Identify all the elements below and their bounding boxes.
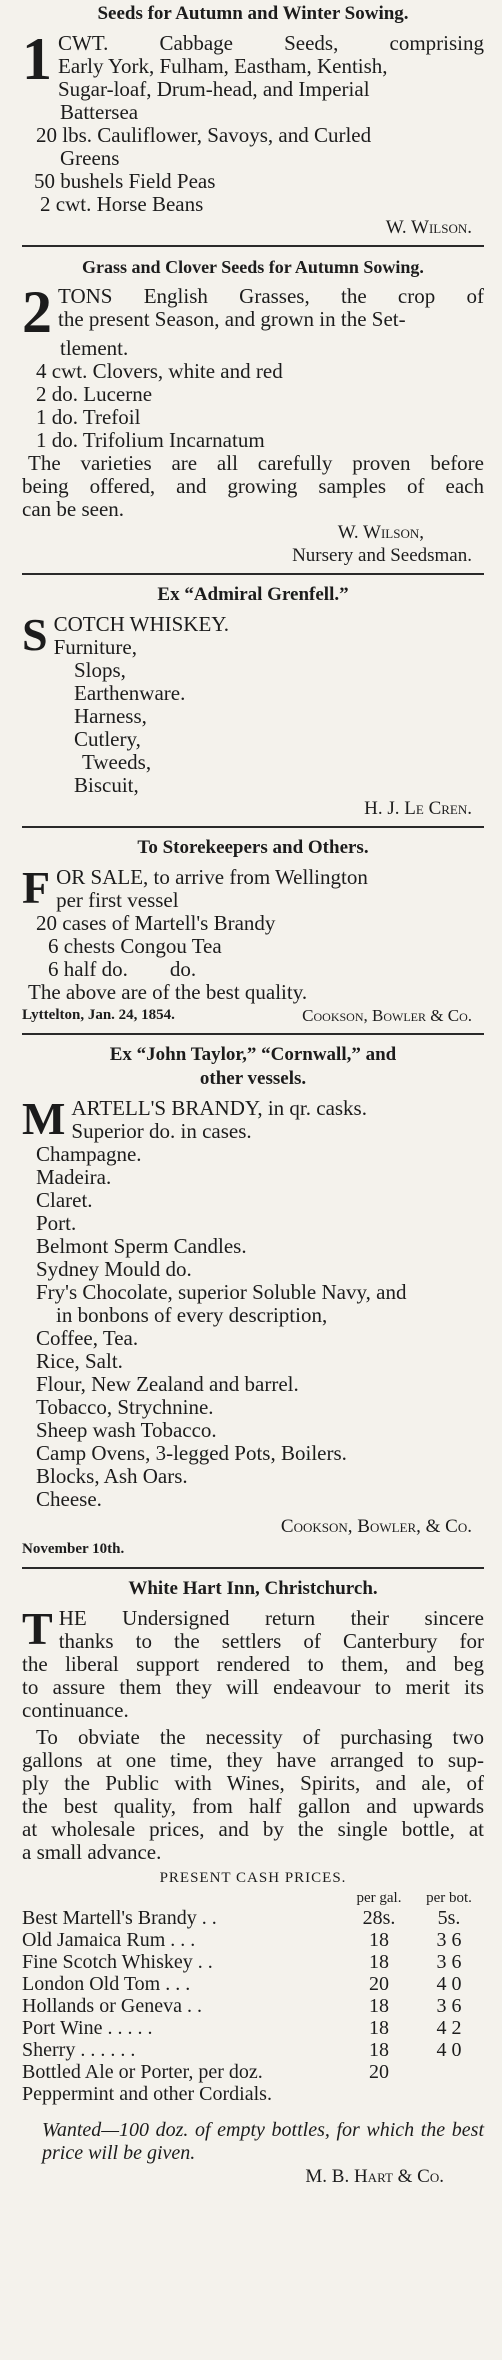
price-item: Hollands or Geneva . . [22, 1995, 202, 2017]
price-item: Old Jamaica Rum . . . [22, 1929, 196, 1951]
ad-line: Harness, [74, 704, 147, 728]
ad-line: Slops, [74, 658, 126, 682]
ad-line: Claret. [36, 1188, 93, 1212]
ad-line: Fry's Chocolate, superior Soluble Navy, and [36, 1280, 407, 1304]
ad-line: HE Undersigned return their sincere [58, 1606, 484, 1630]
price-per-gallon [344, 2083, 414, 2105]
ad-date: Lyttelton, Jan. 24, 1854. [22, 1007, 175, 1023]
price-per-bottle: 4 2 [436, 2017, 462, 2039]
ad-line: to assure them they will endeavour to merit its [22, 1675, 484, 1699]
ad-line: Belmont Sperm Candles. [36, 1234, 247, 1258]
ad-signature-title: Nursery and Seedsman. [292, 545, 472, 566]
price-row [22, 1973, 484, 1995]
ad-line: 2 do. Lucerne [36, 382, 153, 406]
price-per-gallon: 18 [369, 1929, 389, 1951]
ad-line: thanks to the settlers of Canterbury for [58, 1629, 484, 1653]
drop-cap: 2 [22, 279, 52, 345]
ad-line: 20 cases of Martell's Brandy [36, 911, 276, 935]
price-per-gallon: 20 [369, 1973, 389, 1995]
ad-line: COTCH WHISKEY. [53, 612, 229, 636]
price-row [22, 2039, 484, 2061]
drop-cap: 1 [22, 26, 52, 92]
column-per-bottle: per bot. [426, 1890, 472, 1906]
ad-line: the best quality, from half gallon and upwards [22, 1794, 484, 1818]
ad-line: Furniture, [53, 635, 137, 659]
ad-signature: W. Wilson, [337, 522, 424, 543]
column-per-gallon: per gal. [356, 1890, 402, 1906]
ad-line: a small advance. [22, 1840, 162, 1864]
ad-line: can be seen. [22, 497, 125, 521]
ad-line: Cutlery, [74, 727, 141, 751]
ad-line: at wholesale prices, and by the single bottle, at [22, 1817, 484, 1841]
ad-date: November 10th. [22, 1541, 125, 1557]
ad-line: Tobacco, Strychnine. [36, 1395, 214, 1419]
price-list [22, 1907, 484, 2105]
ad-line: Camp Ovens, 3-legged Pots, Boilers. [36, 1441, 347, 1465]
price-per-bottle: 3 6 [436, 1995, 462, 2017]
ad-signature: Cookson, Bowler & Co. [302, 1006, 472, 1025]
ad-line: 1 do. Trifolium Incarnatum [36, 428, 265, 452]
ad-line: Earthenware. [74, 681, 186, 705]
ad-line: the present Season, and grown in the Set- [58, 307, 406, 331]
ad-line: ARTELL'S BRANDY, in qr. casks. [71, 1096, 367, 1120]
price-per-gallon: 18 [369, 1995, 389, 2017]
ad-grass-clover-seeds [22, 255, 484, 567]
price-item: Sherry . . . . . . [22, 2039, 136, 2061]
ad-line: per first vessel [56, 888, 179, 912]
ad-heading: Ex “Admiral Grenfell.” [157, 584, 349, 605]
ad-line: 6 half do. do. [48, 957, 197, 981]
ad-heading-line2: other vessels. [199, 1068, 307, 1089]
price-row [22, 1995, 484, 2017]
price-row [22, 1951, 484, 1973]
divider [22, 245, 484, 247]
ad-line: gallons at one time, they have arranged to sup- [22, 1748, 484, 1772]
ad-line: Rice, Salt. [36, 1349, 123, 1373]
ad-seeds-autumn-winter [22, 0, 484, 239]
ad-line: TONS English Grasses, the crop of [58, 284, 484, 308]
ad-line: tlement. [60, 336, 129, 360]
ad-line: 50 bushels Field Peas [34, 169, 216, 193]
ad-date-signature-row [22, 1004, 484, 1027]
ad-heading: Ex “John Taylor,” “Cornwall,” and [109, 1044, 397, 1065]
price-row [22, 2017, 484, 2039]
divider [22, 1567, 484, 1569]
price-per-bottle: 5s. [437, 1907, 461, 1929]
price-item: Fine Scotch Whiskey . . [22, 1951, 213, 1973]
ad-signature: H. J. Le Cren. [364, 798, 472, 819]
ad-line: Sugar-loaf, Drum-head, and Imperial [58, 77, 370, 101]
ad-line: ply the Public with Wines, Spirits, and ale, of [22, 1771, 484, 1795]
ad-line: CWT. Cabbage Seeds, comprising [58, 31, 484, 55]
ad-white-hart-inn [22, 1577, 484, 2188]
ad-line: Champagne. [36, 1142, 142, 1166]
ad-line: Sydney Mould do. [36, 1257, 192, 1281]
ad-line: Port. [36, 1211, 77, 1235]
drop-cap: T [22, 1603, 53, 1654]
ad-admiral-grenfell [22, 583, 484, 820]
price-per-bottle [414, 2061, 484, 2083]
price-row [22, 1929, 484, 1951]
ad-line: Tweeds, [82, 750, 152, 774]
ad-line: Battersea [60, 100, 139, 124]
ad-john-taylor-cornwall [22, 1043, 484, 1561]
drop-cap: F [22, 862, 51, 913]
ad-signature: W. Wilson. [385, 217, 472, 238]
ad-line: continuance. [22, 1698, 129, 1722]
ad-line: 6 chests Congou Tea [48, 934, 222, 958]
ad-line: 1 do. Trefoil [36, 405, 141, 429]
price-per-gallon: 28s. [362, 1907, 396, 1929]
price-item: Best Martell's Brandy . . [22, 1907, 217, 1929]
ad-signature: M. B. Hart & Co. [305, 2166, 444, 2187]
price-per-bottle [414, 2083, 484, 2105]
price-per-gallon: 18 [369, 2017, 389, 2039]
price-item: Peppermint and other Cordials. [22, 2083, 272, 2105]
divider [22, 826, 484, 828]
price-per-bottle: 3 6 [436, 1929, 462, 1951]
ad-line: Coffee, Tea. [36, 1326, 139, 1350]
drop-cap: M [22, 1093, 66, 1144]
price-row [22, 2083, 484, 2105]
price-item: Bottled Ale or Porter, per doz. [22, 2061, 263, 2083]
price-row [22, 2061, 484, 2083]
ad-line: Cheese. [36, 1487, 102, 1511]
ad-line: Sheep wash Tobacco. [36, 1418, 217, 1442]
divider [22, 573, 484, 575]
price-per-bottle: 4 0 [436, 1973, 462, 1995]
price-item: London Old Tom . . . [22, 1973, 191, 1995]
ad-line: The above are of the best quality. [28, 980, 308, 1004]
price-per-gallon: 18 [369, 2039, 389, 2061]
ad-line: Blocks, Ash Oars. [36, 1464, 188, 1488]
price-per-bottle: 3 6 [436, 1951, 462, 1973]
ad-line: in bonbons of every description, [56, 1303, 328, 1327]
ad-date-row [22, 1538, 484, 1561]
price-list-title: PRESENT CASH PRICES. [159, 1870, 347, 1886]
ad-heading: To Storekeepers and Others. [137, 837, 369, 858]
price-per-gallon: 20 [369, 2061, 389, 2083]
ad-line: Early York, Fulham, Eastham, Kentish, [58, 54, 388, 78]
ad-line: Greens [60, 146, 120, 170]
ad-line: 4 cwt. Clovers, white and red [36, 359, 283, 383]
wanted-notice: Wanted—100 doz. of empty bottles, for which the best price will be given. [42, 2119, 484, 2164]
ad-line: The varieties are all carefully proven before [28, 451, 484, 475]
ad-line: Madeira. [36, 1165, 112, 1189]
price-list-column-headers [22, 1889, 484, 1907]
ad-line: Biscuit, [74, 773, 139, 797]
ad-heading: Grass and Clover Seeds for Autumn Sowing. [82, 257, 424, 277]
drop-cap: S [22, 609, 48, 660]
ad-line: Flour, New Zealand and barrel. [36, 1372, 299, 1396]
ad-storekeepers [22, 836, 484, 1027]
ad-heading: White Hart Inn, Christchurch. [128, 1578, 378, 1599]
ad-line: the liberal support rendered to them, and beg [22, 1652, 484, 1676]
ad-line: Superior do. in cases. [71, 1119, 252, 1143]
ad-line: 20 lbs. Cauliflower, Savoys, and Curled [36, 123, 372, 147]
ad-heading: Seeds for Autumn and Winter Sowing. [97, 3, 409, 24]
price-item: Port Wine . . . . . [22, 2017, 153, 2039]
price-per-gallon: 18 [369, 1951, 389, 1973]
price-per-bottle: 4 0 [436, 2039, 462, 2061]
divider [22, 1033, 484, 1035]
price-row [22, 1907, 484, 1929]
ad-signature: Cookson, Bowler, & Co. [280, 1516, 472, 1537]
ad-line: To obviate the necessity of purchasing two [36, 1725, 484, 1749]
ad-line: 2 cwt. Horse Beans [40, 192, 204, 216]
ad-line: OR SALE, to arrive from Wellington [56, 865, 368, 889]
ad-line: being offered, and growing samples of each [22, 474, 484, 498]
